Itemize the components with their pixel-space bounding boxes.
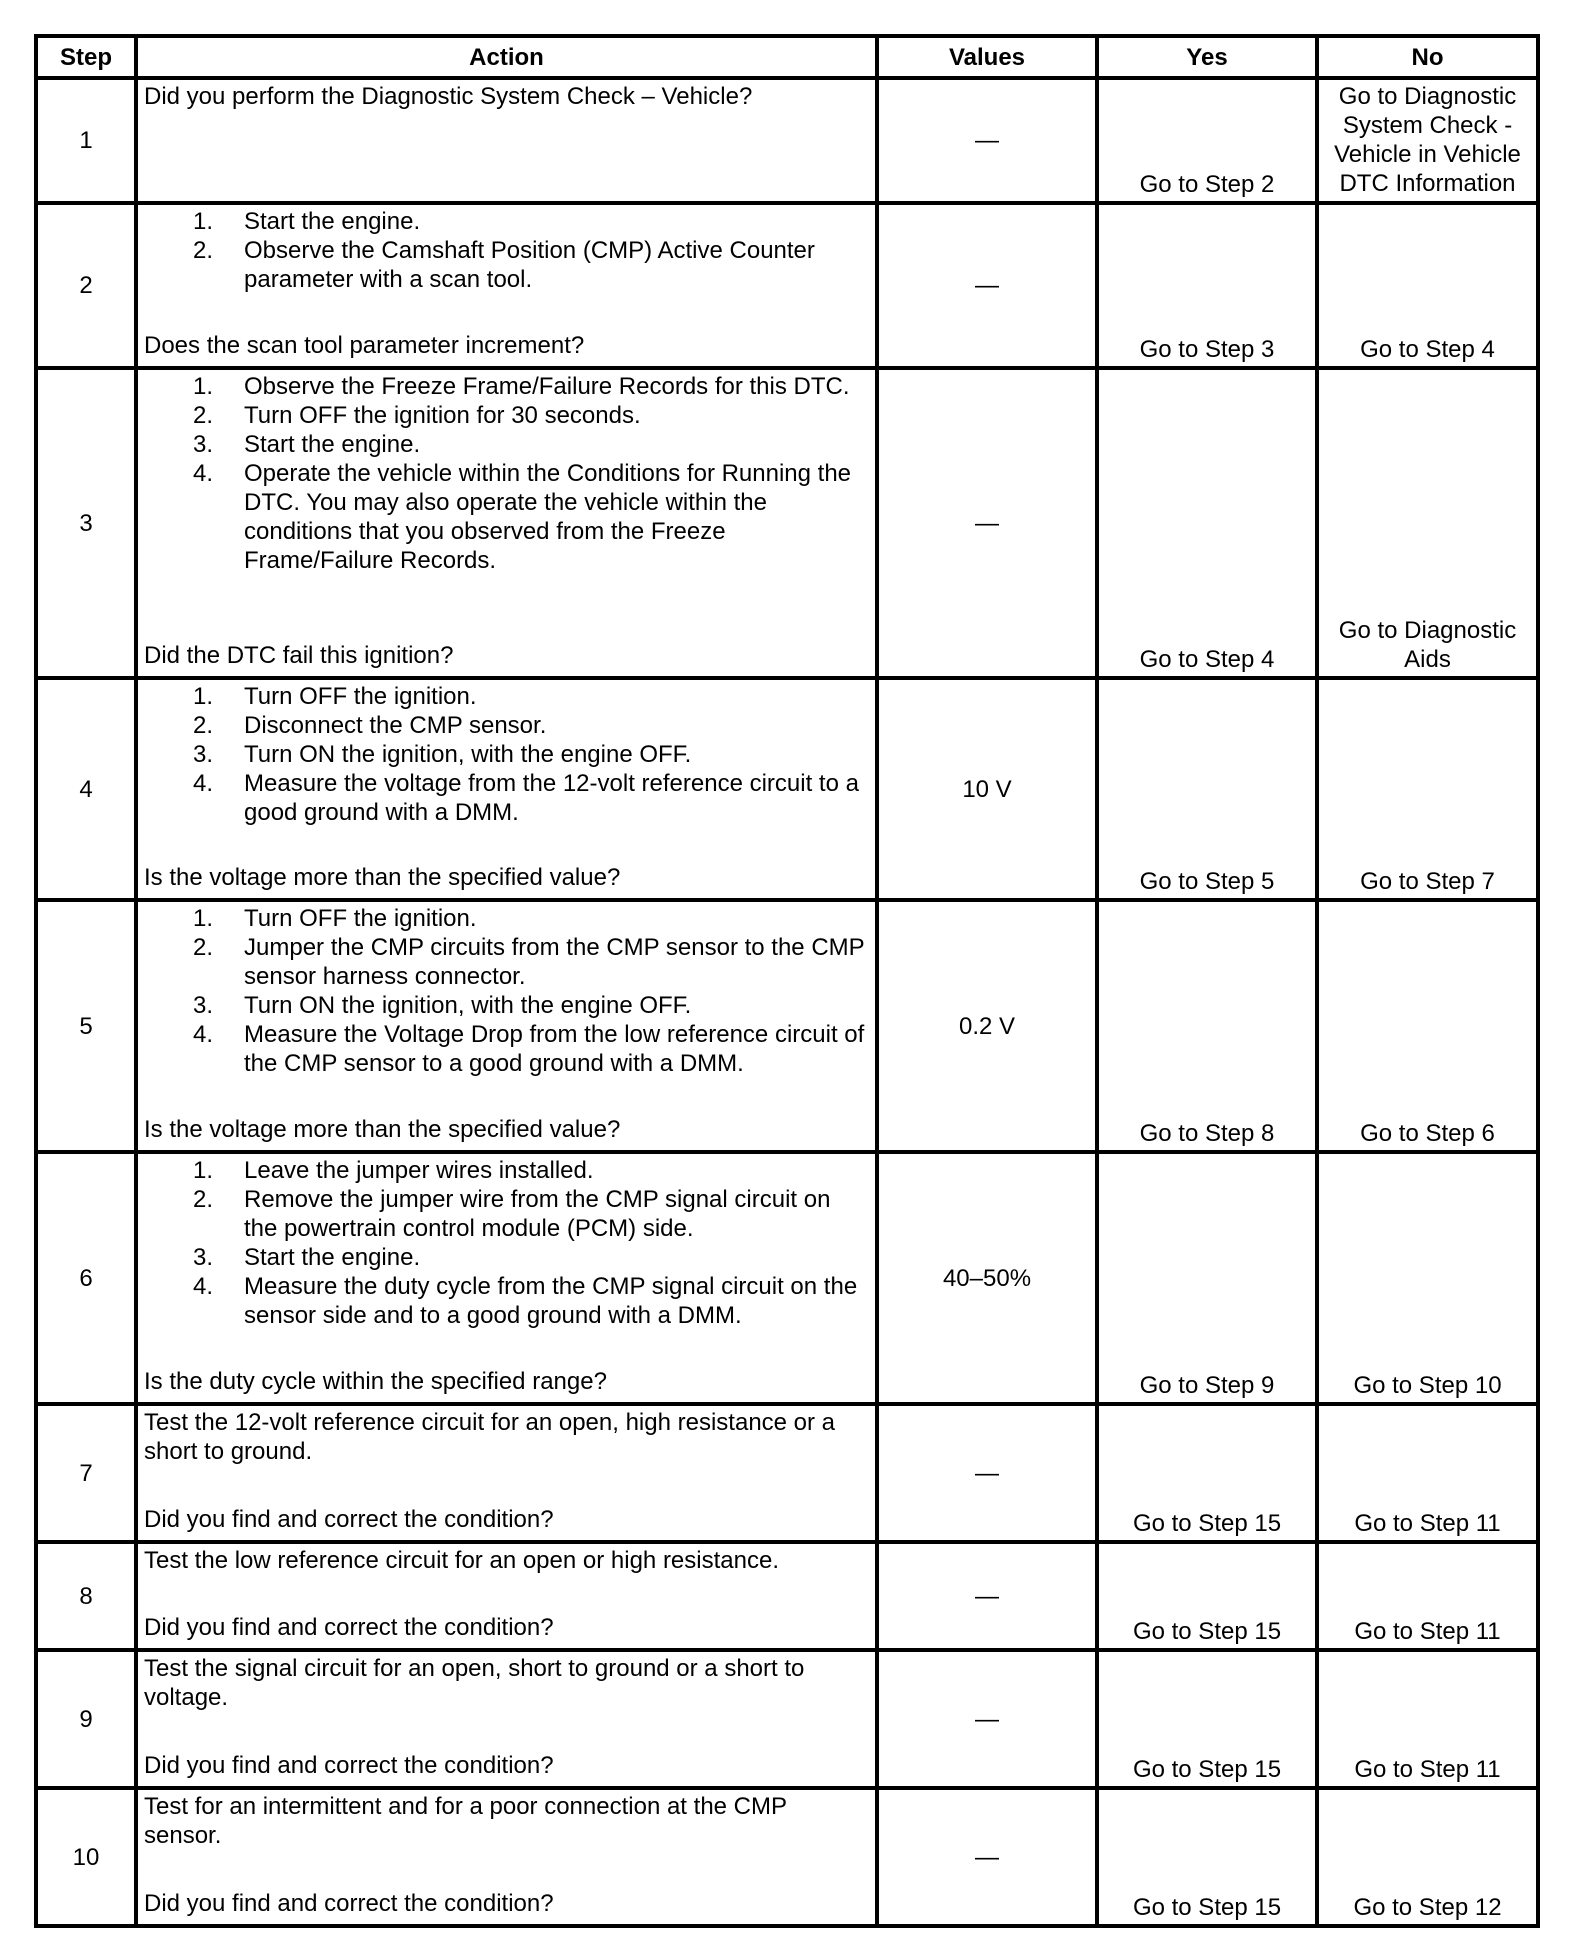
no-cell: Go to Diagnostic Aids — [1317, 368, 1538, 678]
action-step-item — [144, 682, 869, 711]
action-step-number: 1. — [192, 683, 213, 710]
yes-cell: Go to Step 15 — [1097, 1404, 1317, 1542]
action-question: Is the duty cycle within the specified range? — [144, 1368, 607, 1395]
action-steps — [144, 370, 869, 575]
action-step-text: Leave the jumper wires installed. — [244, 1157, 594, 1184]
action-step-text: Disconnect the CMP sensor. — [244, 712, 547, 739]
action-step-item — [144, 769, 869, 827]
action-step-text: Jumper the CMP circuits from the CMP sensor to the CMP sensor harness connector. — [244, 934, 865, 990]
action-step-number: 1. — [192, 1157, 213, 1184]
no-cell: Go to Step 10 — [1317, 1152, 1538, 1404]
yes-cell: Go to Step 15 — [1097, 1650, 1317, 1788]
action-step-text: Measure the duty cycle from the CMP signal circuit on the sensor side and to a good ground with a DMM. — [244, 1273, 858, 1329]
action-step-text: Measure the Voltage Drop from the low reference circuit of the CMP sensor to a good ground with a DMM. — [244, 1021, 865, 1077]
action-step-item — [144, 401, 869, 430]
value-cell: 10 V — [877, 678, 1097, 900]
action-step-item — [144, 904, 869, 933]
value-cell: — — [877, 1542, 1097, 1650]
action-step-item — [144, 372, 869, 401]
action-step-item — [144, 459, 869, 575]
step-number: 6 — [36, 1152, 136, 1404]
action-cell — [136, 203, 877, 368]
no-cell: Go to Step 11 — [1317, 1650, 1538, 1788]
action-step-number: 2. — [192, 402, 213, 429]
action-question: Does the scan tool parameter increment? — [144, 332, 585, 359]
action-cell — [136, 1542, 877, 1650]
action-step-item — [144, 207, 869, 236]
action-step-number: 3. — [192, 992, 213, 1019]
action-step-item — [144, 1272, 869, 1330]
table-row — [36, 900, 1538, 1152]
diagnostic-table — [34, 34, 1540, 1928]
action-step-item — [144, 933, 869, 991]
action-intro: Did you perform the Diagnostic System Check – Vehicle? — [144, 83, 753, 110]
header-yes: Yes — [1097, 36, 1317, 78]
action-step-number: 2. — [192, 934, 213, 961]
step-number: 3 — [36, 368, 136, 678]
no-cell: Go to Step 11 — [1317, 1542, 1538, 1650]
value-cell: — — [877, 368, 1097, 678]
action-step-item — [144, 1156, 869, 1185]
action-step-text: Operate the vehicle within the Conditions for Running the DTC. You may also operate the vehicle within the conditions that you observed from the Freeze Frame/Failure Records. — [244, 460, 852, 574]
action-step-item — [144, 1020, 869, 1078]
table-row — [36, 78, 1538, 203]
step-number: 10 — [36, 1788, 136, 1926]
no-cell: Go to Step 12 — [1317, 1788, 1538, 1926]
action-question: Is the voltage more than the specified value? — [144, 864, 621, 891]
action-step-text: Observe the Camshaft Position (CMP) Active Counter parameter with a scan tool. — [244, 237, 815, 293]
action-step-text: Turn OFF the ignition. — [244, 905, 477, 932]
table-row — [36, 1404, 1538, 1542]
table-row — [36, 1152, 1538, 1404]
value-cell: 40–50% — [877, 1152, 1097, 1404]
action-steps — [144, 205, 869, 294]
header-step: Step — [36, 36, 136, 78]
action-step-item — [144, 236, 869, 294]
action-step-text: Measure the voltage from the 12-volt reference circuit to a good ground with a DMM. — [244, 770, 859, 826]
action-steps — [144, 902, 869, 1078]
yes-cell: Go to Step 15 — [1097, 1542, 1317, 1650]
yes-cell: Go to Step 15 — [1097, 1788, 1317, 1926]
action-step-number: 3. — [192, 741, 213, 768]
action-step-number: 1. — [192, 905, 213, 932]
step-number: 1 — [36, 78, 136, 203]
action-steps — [144, 1154, 869, 1330]
value-cell: — — [877, 78, 1097, 203]
action-cell — [136, 1404, 877, 1542]
action-step-text: Turn ON the ignition, with the engine OFF. — [244, 992, 692, 1019]
action-step-number: 2. — [192, 237, 213, 264]
no-cell: Go to Diagnostic System Check - Vehicle in Vehicle DTC Information — [1317, 78, 1538, 203]
action-step-item — [144, 991, 869, 1020]
action-step-number: 3. — [192, 431, 213, 458]
table-row — [36, 678, 1538, 900]
step-number: 8 — [36, 1542, 136, 1650]
action-intro: Test for an intermittent and for a poor connection at the CMP sensor. — [144, 1793, 787, 1849]
action-cell — [136, 78, 877, 203]
action-question: Is the voltage more than the specified value? — [144, 1116, 621, 1143]
action-step-item — [144, 1185, 869, 1243]
action-cell — [136, 1152, 877, 1404]
action-step-number: 1. — [192, 373, 213, 400]
table-row — [36, 1650, 1538, 1788]
table-row — [36, 368, 1538, 678]
action-cell — [136, 1788, 877, 1926]
no-cell: Go to Step 11 — [1317, 1404, 1538, 1542]
action-step-text: Turn OFF the ignition. — [244, 683, 477, 710]
action-step-text: Turn OFF the ignition for 30 seconds. — [244, 402, 641, 429]
header-no: No — [1317, 36, 1538, 78]
value-cell: — — [877, 1404, 1097, 1542]
table-row — [36, 1542, 1538, 1650]
yes-cell: Go to Step 3 — [1097, 203, 1317, 368]
value-cell: 0.2 V — [877, 900, 1097, 1152]
action-step-text: Start the engine. — [244, 431, 421, 458]
action-step-item — [144, 740, 869, 769]
value-cell: — — [877, 1788, 1097, 1926]
step-number: 5 — [36, 900, 136, 1152]
step-number: 7 — [36, 1404, 136, 1542]
action-step-number: 4. — [192, 1273, 213, 1300]
step-number: 4 — [36, 678, 136, 900]
yes-cell: Go to Step 5 — [1097, 678, 1317, 900]
action-step-number: 2. — [192, 712, 213, 739]
action-step-text: Remove the jumper wire from the CMP signal circuit on the powertrain control module (PCM) side. — [244, 1186, 831, 1242]
action-intro: Test the 12-volt reference circuit for an open, high resistance or a short to ground. — [144, 1409, 836, 1465]
action-cell — [136, 368, 877, 678]
yes-cell: Go to Step 4 — [1097, 368, 1317, 678]
header-values: Values — [877, 36, 1097, 78]
action-step-item — [144, 1243, 869, 1272]
action-question: Did you find and correct the condition? — [144, 1752, 554, 1779]
action-step-item — [144, 430, 869, 459]
action-question: Did the DTC fail this ignition? — [144, 642, 454, 669]
action-intro: Test the signal circuit for an open, short to ground or a short to voltage. — [144, 1655, 805, 1711]
action-step-number: 4. — [192, 1021, 213, 1048]
action-question: Did you find and correct the condition? — [144, 1614, 554, 1641]
action-step-number: 4. — [192, 460, 213, 487]
no-cell: Go to Step 4 — [1317, 203, 1538, 368]
action-step-text: Start the engine. — [244, 208, 421, 235]
value-cell: — — [877, 203, 1097, 368]
action-step-number: 1. — [192, 208, 213, 235]
action-steps — [144, 680, 869, 827]
yes-cell: Go to Step 9 — [1097, 1152, 1317, 1404]
action-intro: Test the low reference circuit for an open or high resistance. — [144, 1547, 779, 1574]
header-row — [36, 36, 1538, 78]
action-step-text: Start the engine. — [244, 1244, 421, 1271]
yes-cell: Go to Step 8 — [1097, 900, 1317, 1152]
action-step-number: 2. — [192, 1186, 213, 1213]
action-step-number: 4. — [192, 770, 213, 797]
value-cell: — — [877, 1650, 1097, 1788]
table-row — [36, 203, 1538, 368]
no-cell: Go to Step 7 — [1317, 678, 1538, 900]
step-number: 2 — [36, 203, 136, 368]
action-step-item — [144, 711, 869, 740]
no-cell: Go to Step 6 — [1317, 900, 1538, 1152]
header-action: Action — [136, 36, 877, 78]
table-row — [36, 1788, 1538, 1926]
action-cell — [136, 1650, 877, 1788]
yes-cell: Go to Step 2 — [1097, 78, 1317, 203]
action-cell — [136, 900, 877, 1152]
action-cell — [136, 678, 877, 900]
action-step-number: 3. — [192, 1244, 213, 1271]
action-step-text: Turn ON the ignition, with the engine OFF. — [244, 741, 692, 768]
step-number: 9 — [36, 1650, 136, 1788]
action-question: Did you find and correct the condition? — [144, 1506, 554, 1533]
action-question: Did you find and correct the condition? — [144, 1890, 554, 1917]
action-step-text: Observe the Freeze Frame/Failure Records for this DTC. — [244, 373, 850, 400]
